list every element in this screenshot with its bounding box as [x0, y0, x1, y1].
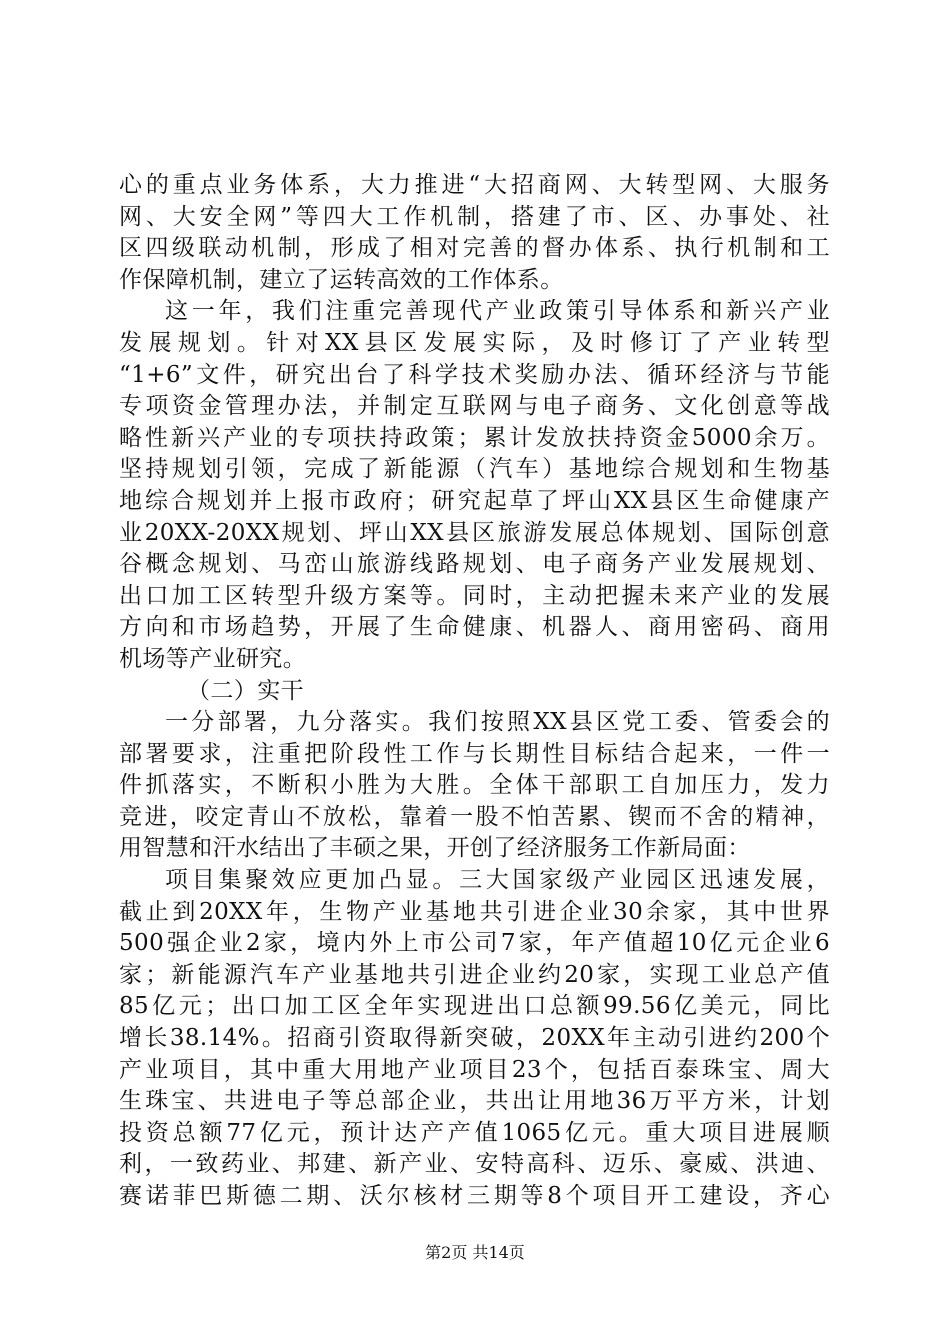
text-line: 作保障机制，建立了运转高效的工作体系。	[119, 266, 564, 293]
text-line: 家；新能源汽车产业基地共引进企业约20家，实现工业总产值	[119, 961, 830, 988]
text-line: 谷概念规划、马峦山旅游线路规划、电子商务产业发展规划、	[119, 551, 830, 578]
text-line: 出口加工区转型升级方案等。同时，主动把握未来产业的发展	[119, 582, 830, 609]
text-line: 85亿元；出口加工区全年实现进出口总额99.56亿美元，同比	[119, 993, 830, 1020]
text-line: 机场等产业研究。	[119, 645, 307, 672]
text-line: 专项资金管理办法，并制定互联网与电子商务、文化创意等战	[119, 393, 830, 420]
document-body	[119, 170, 830, 1213]
text-line: 略性新兴产业的专项扶持政策；累计发放扶持资金5000余万。	[119, 424, 830, 451]
text-line: 区四级联动机制，形成了相对完善的督办体系、执行机制和工	[119, 235, 830, 262]
text-line: 项目集聚效应更加凸显。三大国家级产业园区迅速发展，	[165, 867, 830, 894]
text-line: 产业项目，其中重大用地产业项目23个，包括百泰珠宝、周大	[119, 1056, 830, 1083]
text-line: 一分部署，九分落实。我们按照XX县区党工委、管委会的	[165, 709, 830, 736]
text-line: “1+6”文件，研究出台了科学技术奖励办法、循环经济与节能	[119, 361, 830, 388]
text-line: 部署要求，注重把阶段性工作与长期性目标结合起来，一件一	[119, 740, 830, 767]
text-line: 业20XX-20XX规划、坪山XX县区旅游发展总体规划、国际创意	[119, 519, 830, 546]
text-line: 500强企业2家，境内外上市公司7家，年产值超10亿元企业6	[119, 930, 830, 957]
page-number-footer: 第2页 共14页	[425, 1243, 525, 1262]
text-line: 网、大安全网”等四大工作机制，搭建了市、区、办事处、社	[119, 203, 830, 230]
text-line: 竞进，咬定青山不放松，靠着一股不怕苦累、锲而不舍的精神，	[119, 803, 830, 830]
text-line: 截止到20XX年，生物产业基地共引进企业30余家，其中世界	[119, 898, 830, 925]
text-line: 赛诺菲巴斯德二期、沃尔核材三期等8个项目开工建设，齐心	[119, 1183, 830, 1209]
text-line: 地综合规划并上报市政府；研究起草了坪山XX县区生命健康产	[119, 487, 830, 514]
text-line: 增长38.14%。招商引资取得新突破，20XX年主动引进约200个	[119, 1025, 830, 1052]
text-line: 发展规划。针对XX县区发展实际，及时修订了产业转型	[119, 329, 830, 356]
text-line: 利，一致药业、邦建、新产业、安特高科、迈乐、豪威、洪迪、	[119, 1151, 830, 1178]
text-line: 这一年，我们注重完善现代产业政策引导体系和新兴产业	[165, 298, 830, 325]
text-line: 生珠宝、共进电子等总部企业，共出让用地36万平方米，计划	[119, 1088, 830, 1115]
text-line: 用智慧和汗水结出了丰硕之果，开创了经济服务工作新局面：	[119, 835, 751, 862]
text-line: 件抓落实，不断积小胜为大胜。全体干部职工自加压力，发力	[119, 772, 830, 799]
text-line: 心的重点业务体系，大力推进“大招商网、大转型网、大服务	[119, 172, 830, 198]
text-line: 方向和市场趋势，开展了生命健康、机器人、商用密码、商用	[119, 614, 830, 641]
text-line: 投资总额77亿元，预计达产产值1065亿元。重大项目进展顺	[119, 1119, 830, 1146]
text-line: 坚持规划引领，完成了新能源（汽车）基地综合规划和生物基	[119, 456, 830, 483]
section-heading: （二）实干	[187, 677, 304, 704]
